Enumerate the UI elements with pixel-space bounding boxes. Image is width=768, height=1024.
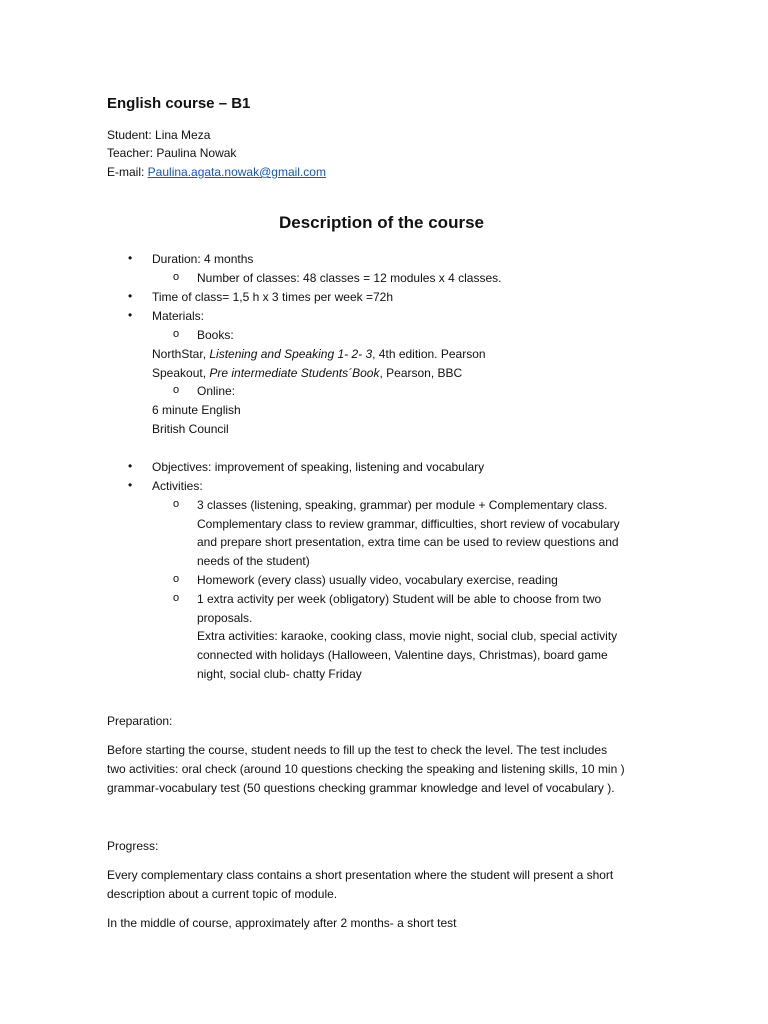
- email-link[interactable]: Paulina.agata.nowak@gmail.com: [147, 165, 326, 179]
- circle-bullet-icon: o: [173, 328, 180, 340]
- preparation-line: Before starting the course, student needs to fill up the test to check the level. The test includes: [107, 743, 608, 757]
- circle-bullet-icon: o: [173, 573, 180, 585]
- activity-1-line: 3 classes (listening, speaking, grammar) per module + Complementary class.: [197, 498, 608, 512]
- circle-bullet-icon: o: [173, 271, 180, 283]
- books-label: Books:: [197, 328, 234, 342]
- book-title: Listening and Speaking 1- 2- 3: [209, 347, 373, 361]
- email-line: [107, 164, 326, 180]
- student-line: Student: Lina Meza: [107, 128, 211, 142]
- progress-line: Every complementary class contains a short presentation where the student will present a short: [107, 868, 614, 882]
- activity-3-line: connected with holidays (Halloween, Valentine days, Christmas), board game: [197, 648, 608, 662]
- book-name: Speakout,: [152, 366, 210, 380]
- activity-2-line: Homework (every class) usually video, vocabulary exercise, reading: [197, 573, 558, 587]
- activity-1-line: needs of the student): [197, 554, 310, 568]
- bullet-icon: •: [128, 478, 133, 492]
- circle-bullet-icon: o: [173, 498, 180, 510]
- duration-text: Duration: 4 months: [152, 252, 254, 266]
- activity-1-line: Complementary class to review grammar, difficulties, short review of vocabulary: [197, 517, 620, 531]
- activity-3-line: 1 extra activity per week (obligatory) Student will be able to choose from two: [197, 592, 602, 606]
- progress-line: description about a current topic of module.: [107, 887, 338, 901]
- num-classes-text: Number of classes: 48 classes = 12 modules x 4 classes.: [197, 271, 502, 285]
- materials-text: Materials:: [152, 309, 205, 323]
- time-of-class-text: Time of class= 1,5 h x 3 times per week =72h: [152, 290, 394, 304]
- activity-3-line: night, social club- chatty Friday: [197, 667, 362, 681]
- preparation-line: two activities: oral check (around 10 questions checking the speaking and listening skills, 10 min ): [107, 762, 625, 776]
- preparation-line: grammar-vocabulary test (50 questions checking grammar knowledge and level of vocabulary ).: [107, 781, 615, 795]
- bullet-icon: •: [128, 459, 133, 473]
- book-northstar: [152, 346, 486, 362]
- activities-text: Activities:: [152, 479, 203, 493]
- activity-3-line: Extra activities: karaoke, cooking class, movie night, social club, special activity: [197, 629, 618, 643]
- teacher-line: Teacher: Paulina Nowak: [107, 146, 237, 160]
- activity-1-line: and prepare short presentation, extra time can be used to review questions and: [197, 535, 619, 549]
- progress-heading: Progress:: [107, 839, 159, 853]
- bullet-icon: •: [128, 251, 133, 265]
- activity-3-line: proposals.: [197, 611, 253, 625]
- bullet-icon: •: [128, 308, 133, 322]
- bullet-icon: •: [128, 289, 133, 303]
- online-label: Online:: [197, 384, 236, 398]
- book-title: Pre intermediate Students´Book: [209, 366, 380, 380]
- course-title: English course – B1: [107, 95, 251, 112]
- book-edition: , 4th edition. Pearson: [372, 347, 486, 361]
- middle-course-line: In the middle of course, approximately after 2 months- a short test: [107, 916, 457, 930]
- book-name: NorthStar,: [152, 347, 210, 361]
- online-resource-2: British Council: [152, 422, 229, 436]
- circle-bullet-icon: o: [173, 384, 180, 396]
- preparation-heading: Preparation:: [107, 714, 173, 728]
- book-publisher: , Pearson, BBC: [379, 366, 463, 380]
- online-resource-1: 6 minute English: [152, 403, 241, 417]
- email-label: E-mail:: [107, 165, 148, 179]
- book-speakout: [152, 365, 462, 381]
- objectives-text: Objectives: improvement of speaking, listening and vocabulary: [152, 460, 485, 474]
- circle-bullet-icon: o: [173, 592, 180, 604]
- section-title: Description of the course: [279, 213, 484, 232]
